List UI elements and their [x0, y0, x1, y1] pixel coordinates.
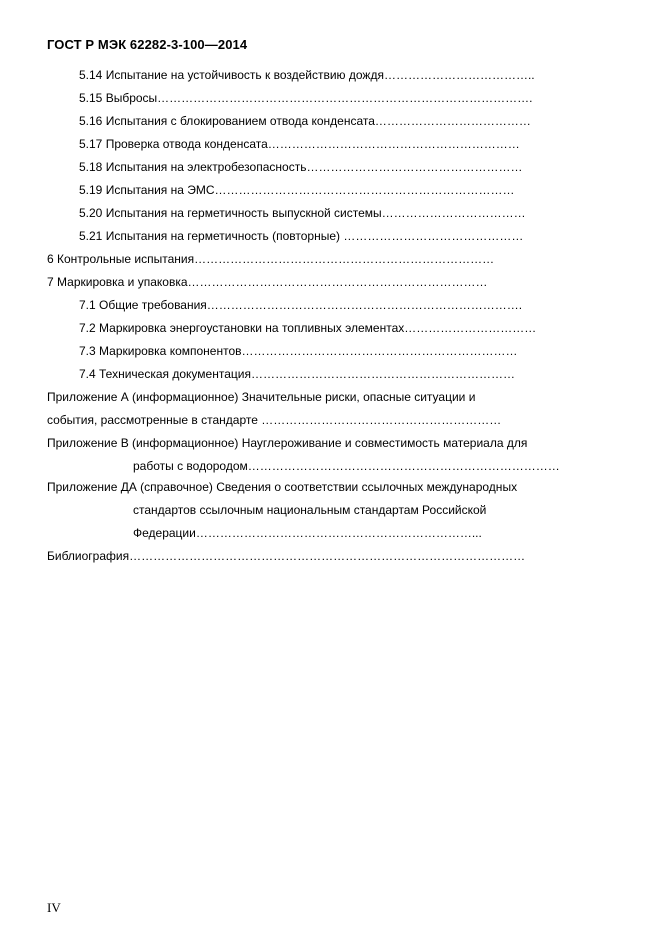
toc-entry-5-14: 5.14 Испытание на устойчивость к воздействию дождя………………………………..	[79, 68, 535, 82]
toc-entry-5-16: 5.16 Испытания с блокированием отвода конденсата…………………………………	[79, 114, 531, 128]
toc-entry-5-15: 5.15 Выбросы………………………………………………………………………………….	[79, 91, 533, 105]
toc-entry-7-2: 7.2 Маркировка энергоустановки на топливных элементах……………………………	[79, 321, 537, 335]
toc-entry-annex-da-line2: стандартов ссылочным национальным стандартам Российской	[133, 503, 487, 517]
toc-entry-bibliography: Библиография………………………………………………………………………………………	[47, 549, 526, 563]
toc-entry-5-18: 5.18 Испытания на электробезопасность………………………………………………	[79, 160, 523, 174]
toc-entry-annex-b-line1: Приложение В (информационное) Науглероживание и совместимость материала для	[47, 436, 528, 450]
toc-entry-7-1: 7.1 Общие требования…………………………………………………………………….	[79, 298, 523, 312]
toc-entry-annex-da-line1: Приложение ДА (справочное) Сведения о соответствии ссылочных международных	[47, 480, 518, 494]
toc-entry-7-4: 7.4 Техническая документация…………………………………………………………	[79, 367, 515, 381]
toc-entry-5-21: 5.21 Испытания на герметичность (повторные) ………………………………………	[79, 229, 524, 243]
toc-entry-annex-a-line2: события, рассмотренные в стандарте ……………………………………………………	[47, 413, 502, 427]
toc-entry-5-20: 5.20 Испытания на герметичность выпускной системы………………………………	[79, 206, 526, 220]
toc-entry-7: 7 Маркировка и упаковка…………………………………………………………………	[47, 275, 488, 289]
toc-entry-7-3: 7.3 Маркировка компонентов……………………………………………………………	[79, 344, 518, 358]
toc-entry-annex-b-line2: работы с водородом……………………………………………………………………	[133, 459, 560, 473]
toc-entry-6: 6 Контрольные испытания…………………………………………………………………	[47, 252, 495, 266]
toc-entry-annex-a-line1: Приложение А (информационное) Значительные риски, опасные ситуации и	[47, 390, 476, 404]
toc-entry-annex-da-line3: Федерации……………………………………………………………...	[133, 526, 482, 540]
toc-entry-5-17: 5.17 Проверка отвода конденсата………………………………………………………	[79, 137, 520, 151]
toc-entry-5-19: 5.19 Испытания на ЭМС…………………………………………………………………	[79, 183, 515, 197]
page-number: IV	[47, 900, 61, 915]
document-header: ГОСТ Р МЭК 62282-3-100—2014	[47, 37, 248, 52]
